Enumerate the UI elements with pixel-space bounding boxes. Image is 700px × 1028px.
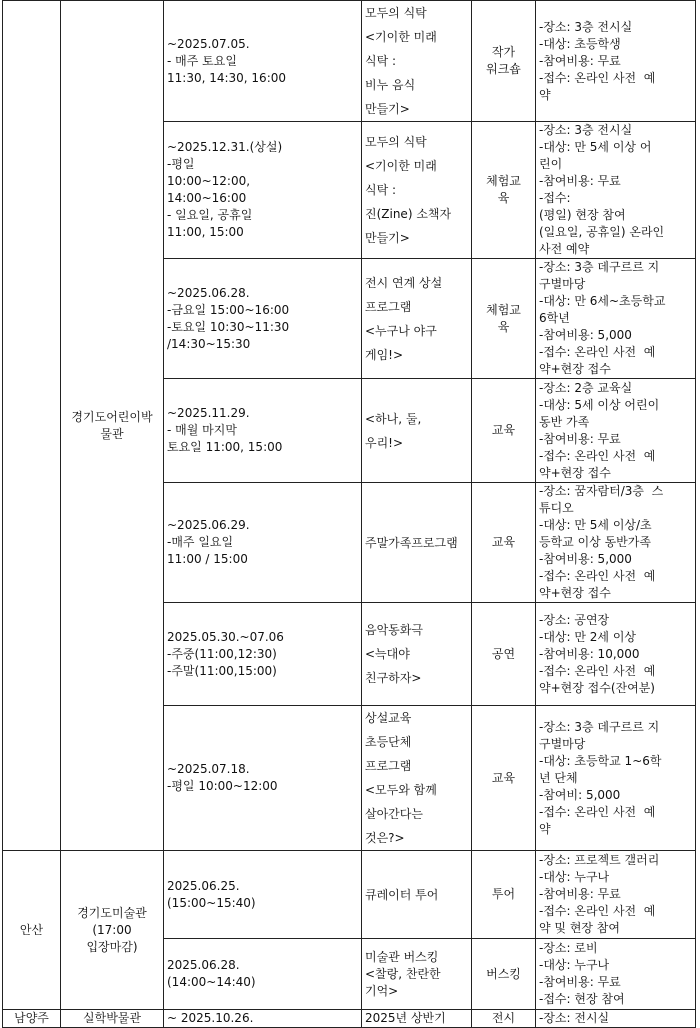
date-cell [164,603,362,706]
cell-text-line: 식탁 : [365,183,397,197]
cell-text-line: 모두의 식탁 [365,135,427,149]
cell-text-line: -평일 [167,157,195,171]
cell-text-line: 교육 [491,535,516,549]
program-type-cell [472,1,536,122]
program-title-cell [362,1,472,122]
cell-text-line: ~2025.06.29. [167,518,250,532]
cell-text-line: 교육 [491,423,516,437]
cell-text-line: -참여비용: 5,000 [539,328,632,342]
cell-text-line: -장소: 3층 데구르르 지 [539,260,660,274]
cell-text-line: 전시 연계 상설 [365,275,443,290]
cell-text-line: 11:00 / 15:00 [167,552,248,566]
cell-text-line: 경기도미술관 [77,905,147,920]
cell-text-line: 것은?> [365,831,405,845]
cell-text-line: 10:00~12:00, [167,174,251,188]
program-info-cell [536,939,696,1010]
program-type-cell [472,122,536,259]
cell-text-line: <기이한 미래 [365,159,437,173]
cell-text-line: -대상: 만 5세 이상/초 [539,518,652,532]
event-schedule-table [2,0,696,1028]
cell-text-line: -대상: 초등학교 1~6학 [539,753,662,768]
cell-text-line: -장소: 프로젝트 갤러리 [539,853,660,867]
cell-text-line: (평일) 현장 참여 [539,208,626,222]
venue-cell [61,1,164,851]
venue-cell [61,1010,164,1028]
program-type-cell [472,851,536,939]
program-type-cell [472,706,536,851]
cell-text-line: /14:30~15:30 [167,336,251,351]
cell-text-line: 약+현장 접수 [539,586,611,600]
cell-text-line: 기억> [365,983,399,998]
cell-text-line: -참여비용: 무료 [539,174,621,188]
cell-text-line: 구별마당 [539,736,586,751]
cell-text-line: 14:00~16:00 [167,191,247,205]
cell-text-line: -참여비용: 무료 [539,975,621,989]
region-cell [3,851,61,1010]
cell-text-line: 튜디오 [539,501,574,515]
cell-text-line: (14:00~14:40) [167,975,256,989]
table-row [3,851,696,939]
date-cell [164,483,362,603]
cell-text-line: 입장마감) [86,939,138,954]
cell-text-line: 만들기> [365,102,410,116]
cell-text-line: 작가 [491,45,516,59]
cell-text-line: 2025.06.28. [167,958,240,972]
cell-text-line: ~2025.07.05. [167,36,250,51]
cell-text-line: 주말가족프로그램 [365,535,458,550]
table-row [3,1,696,122]
cell-text-line: 2025.05.30.~07.06 [167,629,284,644]
cell-text-line: 모두의 식탁 [365,6,427,20]
cell-text-line: -매주 일요일 [167,535,234,549]
cell-text-line: 물관 [100,426,124,441]
cell-text-line: -접수: [539,191,571,205]
cell-text-line: 투어 [491,887,516,901]
program-type-cell [472,483,536,603]
cell-text-line: -장소: 공연장 [539,612,610,627]
program-type-cell [472,603,536,706]
date-cell [164,706,362,851]
cell-text-line: 미술관 버스킹 [365,949,439,964]
cell-text-line: -대상: 누구나 [539,958,610,972]
cell-text-line: -참여비용: 무료 [539,887,621,901]
cell-text-line: - 일요일, 공휴일 [167,208,253,222]
cell-text-line: 친구하자> [365,671,422,685]
cell-text-line: -장소: 로비 [539,941,598,955]
cell-text-line: 체험교 [486,174,521,188]
cell-text-line: -장소: 3층 데구르르 지 [539,719,660,734]
cell-text-line: ~2025.06.28. [167,285,250,300]
cell-text-line: 육 [497,191,510,205]
cell-text-line: -대상: 누구나 [539,870,610,884]
cell-text-line: 교육 [491,770,516,785]
venue-cell [61,851,164,1010]
cell-text-line: -접수: 온라인 사전 예 [539,663,656,678]
program-type-cell [472,259,536,379]
cell-text-line: 등학교 이상 동반가족 [539,535,651,549]
cell-text-line: -주말(11:00,15:00) [167,663,277,678]
region-cell [3,1010,61,1028]
cell-text-line: 년 단체 [539,770,578,785]
cell-text-line: -대상: 만 2세 이상 [539,629,637,644]
program-title-cell [362,259,472,379]
cell-text-line: 약 [539,821,551,836]
cell-text-line: -장소: 3층 전시실 [539,123,633,137]
region-cell [3,1,61,851]
cell-text-line: 음악동화극 [365,623,423,637]
cell-text-line: 11:30, 14:30, 16:00 [167,70,287,85]
program-title-cell [362,122,472,259]
cell-text-line: -접수: 현장 참여 [539,992,625,1006]
table-row [3,1010,696,1028]
program-info-cell [536,1010,696,1028]
cell-text-line: -접수: 온라인 사전 예 [539,345,656,359]
cell-text-line: -참여비용: 무료 [539,53,621,68]
program-title-cell [362,851,472,939]
cell-text-line: 큐레이터 투어 [365,887,439,902]
cell-text-line: -장소: 꿈자람터/3층 스 [539,484,664,498]
cell-text-line: 약+현장 접수(잔여분) [539,680,655,695]
program-title-cell [362,483,472,603]
cell-text-line: - 매주 토요일 [167,53,237,68]
cell-text-line: 2025년 상반기 [365,1011,446,1025]
cell-text-line: 토요일 11:00, 15:00 [167,440,283,454]
cell-text-line: 11:00, 15:00 [167,225,244,239]
program-info-cell [536,851,696,939]
cell-text-line: 체험교 [486,302,521,317]
cell-text-line: 남양주 [14,1011,49,1025]
cell-text-line: 상설교육 [365,711,412,725]
cell-text-line: 육 [497,319,510,334]
cell-text-line: 살아간다는 [365,807,423,821]
cell-text-line: 전시 [491,1011,516,1025]
cell-text-line: -대상: 만 5세 이상 어 [539,140,652,154]
cell-text-line: -참여비용: 10,000 [539,646,640,661]
program-info-cell [536,603,696,706]
program-title-cell [362,603,472,706]
cell-text-line: (일요일, 공휴일) 온라인 [539,225,665,239]
cell-text-line: <모두와 함께 [365,783,437,797]
cell-text-line: (17:00 [92,922,132,937]
cell-text-line: - 매월 마지막 [167,423,237,437]
cell-text-line: 약 및 현장 참여 [539,921,620,935]
cell-text-line: 사전 예약 [539,242,590,256]
date-cell [164,1,362,122]
cell-text-line: 프로그램 [365,299,412,314]
cell-text-line: ~ 2025.10.26. [167,1011,254,1025]
cell-text-line: -금요일 15:00~16:00 [167,302,290,317]
program-title-cell [362,379,472,483]
cell-text-line: <누구나 야구 [365,323,437,338]
cell-text-line: 우리!> [365,435,404,450]
cell-text-line: -대상: 초등학생 [539,36,621,51]
cell-text-line: <기이한 미래 [365,30,437,44]
cell-text-line: 구별마당 [539,277,586,291]
program-info-cell [536,483,696,603]
cell-text-line: -참여비: 5,000 [539,787,621,802]
cell-text-line: -참여비용: 5,000 [539,552,632,566]
cell-text-line: 6학년 [539,311,570,325]
cell-text-line: -접수: 온라인 사전 예 [539,448,656,463]
program-type-cell [472,379,536,483]
cell-text-line: 2025.06.25. [167,878,240,893]
cell-text-line: -평일 10:00~12:00 [167,779,278,793]
cell-text-line: <늑대야 [365,647,410,661]
date-cell [164,379,362,483]
program-type-cell [472,939,536,1010]
cell-text-line: -장소: 전시실 [539,1011,610,1025]
cell-text-line: 공연 [491,646,516,661]
date-cell [164,939,362,1010]
program-info-cell [536,379,696,483]
cell-text-line: 린이 [539,157,563,171]
cell-text-line: ~2025.12.31.(상설) [167,140,283,154]
cell-text-line: -대상: 5세 이상 어린이 [539,397,660,412]
program-info-cell [536,706,696,851]
cell-text-line: ~2025.11.29. [167,406,250,420]
program-type-cell [472,1010,536,1028]
cell-text-line: 게임!> [365,347,404,362]
cell-text-line: -장소: 3층 전시실 [539,19,633,34]
cell-text-line: <하나, 둘, [365,411,422,426]
cell-text-line: 동반 가족 [539,414,590,429]
cell-text-line: 버스킹 [486,966,521,981]
cell-text-line: 초등단체 [365,735,412,749]
cell-text-line: 식탁 : [365,54,397,68]
cell-text-line: 워크숍 [486,62,521,76]
program-title-cell [362,1010,472,1028]
cell-text-line: 만들기> [365,231,410,245]
cell-text-line: ~2025.07.18. [167,762,250,776]
cell-text-line: -접수: 온라인 사전 예 [539,804,656,819]
date-cell [164,1010,362,1028]
program-info-cell [536,122,696,259]
cell-text-line: 약+현장 접수 [539,362,611,376]
cell-text-line: 약+현장 접수 [539,465,611,480]
cell-text-line: 경기도어린이박 [71,409,153,424]
date-cell [164,259,362,379]
cell-text-line: <찰랑, 찬란한 [365,966,441,981]
cell-text-line: 프로그램 [365,759,412,773]
cell-text-line: -접수: 온라인 사전 예 [539,904,656,918]
cell-text-line: -참여비용: 무료 [539,431,621,446]
date-cell [164,851,362,939]
cell-text-line: 실학박물관 [83,1011,141,1025]
cell-text-line: -접수: 온라인 사전 예 [539,569,656,583]
cell-text-line: (15:00~15:40) [167,895,256,910]
cell-text-line: -접수: 온라인 사전 예 [539,70,656,85]
cell-text-line: 안산 [19,922,44,937]
program-title-cell [362,706,472,851]
cell-text-line: 약 [539,87,551,102]
cell-text-line: -토요일 10:30~11:30 [167,319,290,334]
cell-text-line: 비누 음식 [365,78,416,92]
cell-text-line: -대상: 만 6세~초등학교 [539,294,666,308]
program-title-cell [362,939,472,1010]
program-info-cell [536,1,696,122]
cell-text-line: 진(Zine) 소책자 [365,207,452,221]
program-info-cell [536,259,696,379]
cell-text-line: -주중(11:00,12:30) [167,646,277,661]
date-cell [164,122,362,259]
cell-text-line: -장소: 2층 교육실 [539,380,633,395]
